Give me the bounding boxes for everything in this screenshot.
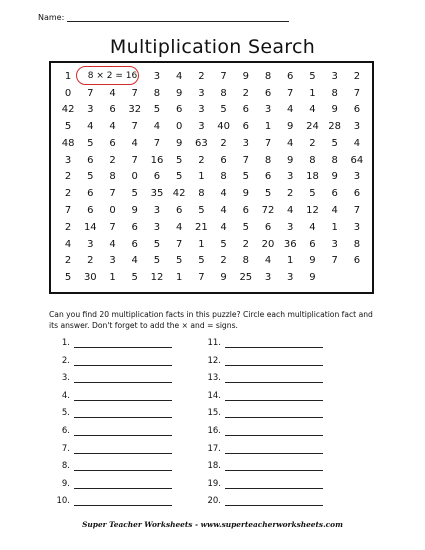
answer-blank[interactable]	[74, 408, 172, 418]
grid-cell[interactable]: 5	[242, 221, 249, 233]
grid-cell[interactable]: 0	[64, 87, 72, 99]
grid-cell[interactable]: 3	[353, 171, 361, 183]
grid-cell[interactable]: 5	[220, 104, 227, 116]
grid-cell[interactable]: 5	[198, 255, 205, 267]
grid-cell[interactable]: 20	[261, 238, 275, 250]
grid-cell[interactable]: 7	[220, 70, 227, 82]
grid-cell[interactable]: 5	[64, 272, 72, 284]
answer-blank[interactable]	[74, 496, 172, 506]
answer-line[interactable]	[201, 477, 323, 489]
grid-cell[interactable]: 1	[64, 70, 72, 82]
page-title: Multiplication Search	[109, 36, 316, 58]
grid-cell[interactable]: 3	[153, 70, 161, 82]
answer-number: 13.	[207, 373, 221, 384]
answer-line[interactable]	[50, 477, 172, 489]
grid-cell[interactable]: 6	[287, 70, 294, 82]
answer-number: 6.	[61, 426, 70, 436]
grid-cell[interactable]: 2	[64, 171, 72, 183]
answer-line[interactable]	[50, 459, 172, 471]
grid-cell[interactable]: 30	[83, 272, 97, 284]
grid-cell[interactable]: 9	[175, 137, 183, 149]
grid-cell[interactable]: 8	[309, 154, 316, 166]
grid-cell[interactable]: 2	[109, 154, 116, 166]
grid-cell[interactable]: 2	[309, 137, 316, 149]
grid-cell[interactable]: 9	[287, 154, 294, 166]
grid-cell[interactable]: 2	[242, 87, 249, 99]
grid-cell[interactable]: 2	[64, 188, 72, 200]
grid-cell[interactable]: 64	[350, 154, 364, 166]
grid-cell[interactable]: 9	[309, 272, 316, 284]
grid-cell[interactable]: 4	[109, 121, 116, 133]
answer-blank[interactable]	[225, 338, 323, 348]
grid-cell[interactable]: 6	[264, 87, 272, 99]
grid-cell[interactable]: 6	[87, 188, 94, 200]
grid-cell[interactable]: 2	[198, 154, 205, 166]
grid-cell[interactable]: 3	[331, 238, 338, 250]
grid-cell[interactable]: 4	[175, 221, 183, 233]
grid-cell[interactable]: 8	[220, 87, 227, 99]
grid-cell[interactable]: 6	[242, 205, 249, 217]
grid-cell[interactable]: 7	[131, 154, 138, 166]
grid-cell[interactable]: 3	[87, 104, 94, 116]
answer-number: 9.	[61, 478, 70, 489]
grid-cell[interactable]: 7	[264, 137, 272, 149]
answer-blank[interactable]	[225, 496, 323, 506]
grid-cell[interactable]: 8	[220, 171, 227, 183]
grid-cell[interactable]: 4	[131, 137, 138, 149]
answer-line[interactable]	[201, 424, 323, 436]
grid-cell[interactable]: 1	[109, 272, 116, 284]
answer-blank[interactable]	[74, 426, 172, 436]
answer-number: 7.	[61, 443, 70, 454]
answer-number: 19.	[207, 478, 221, 489]
grid-cell[interactable]: 2	[64, 221, 72, 233]
grid-cell[interactable]: 36	[283, 238, 297, 250]
grid-cell[interactable]: 7	[331, 255, 338, 267]
grid-cell[interactable]: 7	[175, 238, 183, 250]
grid-cell[interactable]: 3	[153, 221, 161, 233]
grid-cell[interactable]: 40	[217, 121, 230, 133]
grid-cell[interactable]: 4	[309, 104, 316, 116]
answer-line[interactable]	[201, 406, 323, 418]
grid-cell[interactable]: 3	[109, 255, 116, 267]
grid-cell[interactable]: 7	[131, 121, 138, 133]
answer-number: 18.	[207, 461, 221, 472]
instructions: Can you find 20 multiplication facts in this puzzle? Circle each multiplication fact and its answer. Don't forget to add the × and = signs.	[49, 310, 373, 330]
grid-cell[interactable]: 0	[175, 121, 183, 133]
grid-cell[interactable]: 6	[353, 255, 361, 267]
grid-cell[interactable]: 4	[64, 238, 72, 250]
grid-cell[interactable]: 5	[87, 137, 94, 149]
grid-cell[interactable]: 4	[220, 221, 227, 233]
grid-cell[interactable]: 2	[87, 255, 94, 267]
answer-line[interactable]	[50, 389, 172, 401]
grid-cell[interactable]: 5	[220, 238, 227, 250]
grid-cell[interactable]: 2	[287, 188, 294, 200]
grid-cell[interactable]: 2	[64, 255, 72, 267]
grid-cell[interactable]: 9	[287, 121, 294, 133]
grid-cell[interactable]: 25	[239, 272, 253, 284]
grid-cell[interactable]: 7	[287, 87, 294, 99]
grid-cell[interactable]: 4	[353, 137, 361, 149]
answer-number: 1.	[61, 338, 70, 348]
grid-cell[interactable]: 8	[198, 188, 205, 200]
grid-cell[interactable]: 8	[331, 154, 338, 166]
grid-cell[interactable]: 3	[287, 171, 294, 183]
answer-number: 4.	[61, 390, 70, 401]
grid-cell[interactable]: 8	[353, 238, 361, 250]
answer-line[interactable]	[50, 354, 172, 366]
grid-cell[interactable]: 72	[261, 205, 275, 217]
word-search-grid	[49, 61, 374, 294]
answer-line[interactable]	[50, 406, 172, 418]
grid-cell[interactable]: 0	[109, 205, 116, 217]
grid-cell[interactable]: 4	[287, 205, 294, 217]
grid-cell[interactable]: 9	[242, 188, 249, 200]
grid-cell[interactable]: 7	[198, 272, 205, 284]
grid-cell[interactable]: 4	[287, 137, 294, 149]
answer-number: 5.	[61, 408, 70, 419]
grid-cell[interactable]: 24	[306, 121, 319, 133]
grid-cell[interactable]: 0	[131, 171, 138, 183]
grid-cell[interactable]: 7	[87, 87, 94, 99]
grid-cell[interactable]: 8	[153, 87, 161, 99]
grid-cell[interactable]: 1	[264, 121, 272, 133]
grid-cell[interactable]: 6	[109, 137, 116, 149]
grid-cell[interactable]: 14	[83, 221, 97, 233]
grid-cell[interactable]: 8	[264, 70, 272, 82]
grid-cell[interactable]: 2	[198, 70, 205, 82]
grid-cell[interactable]: 4	[175, 70, 183, 82]
grid-cell[interactable]: 9	[331, 104, 338, 116]
grid-cell[interactable]: 6	[87, 154, 94, 166]
grid-cell[interactable]: 2	[220, 255, 227, 267]
answer-number: 16.	[207, 426, 221, 436]
answer-blank[interactable]	[74, 373, 172, 383]
grid-cell[interactable]: 6	[87, 205, 94, 217]
grid-cell[interactable]: 48	[61, 137, 75, 149]
grid-cell[interactable]: 3	[153, 205, 161, 217]
grid-cell[interactable]: 7	[109, 221, 116, 233]
footer-credit: Super Teacher Worksheets - www.superteacherworksheets.com	[82, 520, 343, 529]
grid-cell[interactable]: 4	[220, 188, 227, 200]
grid-cell[interactable]: 4	[153, 121, 161, 133]
grid-cell[interactable]: 5	[64, 121, 72, 133]
answer-blank[interactable]	[225, 391, 323, 401]
grid-cell[interactable]: 5	[153, 255, 161, 267]
grid-cell[interactable]: 4	[87, 121, 94, 133]
grid-cell[interactable]: 5	[153, 104, 161, 116]
grid-cell[interactable]: 4	[109, 87, 116, 99]
answer-number: 11.	[207, 338, 221, 348]
grid-cell[interactable]: 6	[264, 171, 272, 183]
name-label: Name:	[38, 13, 65, 22]
grid-cell[interactable]: 5	[175, 255, 183, 267]
grid-cell[interactable]: 9	[175, 87, 183, 99]
grid-cell[interactable]: 5	[175, 171, 183, 183]
name-blank-line[interactable]	[67, 13, 289, 22]
grid-cell[interactable]: 3	[198, 121, 205, 133]
answer-blank[interactable]	[225, 479, 323, 489]
grid-cell[interactable]: 5	[264, 188, 272, 200]
grid-cell[interactable]: 1	[287, 255, 294, 267]
grid-cell[interactable]: 4	[331, 205, 338, 217]
answer-blank[interactable]	[225, 461, 323, 471]
answer-number: 17.	[207, 443, 221, 454]
grid-cell[interactable]: 35	[150, 188, 164, 200]
grid-cell[interactable]: 3	[87, 238, 94, 250]
grid-cell[interactable]: 5	[87, 171, 94, 183]
grid-cell[interactable]: 4	[287, 104, 294, 116]
grid-cell[interactable]: 9	[220, 272, 227, 284]
answer-blank[interactable]	[74, 338, 172, 348]
grid-cell[interactable]: 1	[309, 87, 316, 99]
grid-cell[interactable]: 6	[131, 238, 138, 250]
grid-cell[interactable]: 7	[153, 137, 161, 149]
grid-cell[interactable]: 2	[220, 137, 227, 149]
grid-cell[interactable]: 6	[109, 104, 116, 116]
answer-blank[interactable]	[74, 391, 172, 401]
grid-cell[interactable]: 6	[153, 171, 161, 183]
grid-cell[interactable]: 6	[309, 238, 316, 250]
grid-cell[interactable]: 7	[109, 188, 116, 200]
grid-cell[interactable]: 5	[131, 272, 138, 284]
grid-cell[interactable]: 1	[331, 221, 338, 233]
grid-cell[interactable]: 8	[242, 255, 249, 267]
grid-cell[interactable]: 18	[306, 171, 319, 183]
answer-number: 2.	[61, 355, 70, 366]
answer-blank[interactable]	[225, 444, 323, 454]
answer-line[interactable]	[50, 442, 172, 454]
grid-cell[interactable]: 12	[150, 272, 164, 284]
answer-line[interactable]	[201, 459, 323, 471]
grid-cell[interactable]: 42	[61, 104, 75, 116]
answer-number: 3.	[61, 373, 70, 384]
answer-blank[interactable]	[74, 444, 172, 454]
grid-cell[interactable]: 3	[64, 154, 72, 166]
grid-cell[interactable]: 7	[353, 205, 361, 217]
grid-cell[interactable]: 12	[306, 205, 319, 217]
grid-cell[interactable]: 7	[242, 154, 249, 166]
grid-cell[interactable]: 5	[309, 70, 316, 82]
grid-cell[interactable]: 6	[331, 188, 338, 200]
grid-cell[interactable]: 3	[353, 121, 361, 133]
answer-blank[interactable]	[74, 356, 172, 366]
grid-cell[interactable]: 5	[309, 188, 316, 200]
answer-blank[interactable]	[225, 356, 323, 366]
grid-cells	[57, 68, 368, 286]
grid-cell[interactable]: 3	[198, 87, 205, 99]
grid-cell[interactable]: 9	[331, 171, 338, 183]
grid-cell[interactable]: 4	[309, 221, 316, 233]
answer-line[interactable]	[201, 336, 323, 348]
grid-cell[interactable]: 4	[131, 255, 138, 267]
grid-cell[interactable]: 1	[198, 171, 205, 183]
answer-line[interactable]	[50, 424, 172, 436]
grid-cell[interactable]: 7	[64, 205, 72, 217]
answer-line[interactable]	[201, 494, 323, 506]
answer-number: 8.	[61, 461, 70, 472]
answer-line[interactable]	[50, 336, 172, 348]
grid-cell[interactable]: 2	[353, 70, 361, 82]
answer-blank[interactable]	[225, 408, 323, 418]
grid-cell[interactable]: 9	[242, 70, 249, 82]
grid-cell[interactable]: 1	[198, 238, 205, 250]
grid-cell[interactable]: 6	[175, 104, 183, 116]
answer-number: 14.	[207, 390, 221, 401]
answer-blank[interactable]	[225, 373, 323, 383]
grid-cell[interactable]: 5	[198, 205, 205, 217]
grid-cell[interactable]: 3	[287, 221, 294, 233]
answer-number: 15.	[207, 408, 221, 419]
grid-cell[interactable]: 32	[128, 104, 142, 116]
grid-cell[interactable]: 6	[353, 104, 361, 116]
answer-number: 12.	[207, 355, 221, 366]
grid-cell[interactable]: 6	[242, 121, 249, 133]
grid-cell[interactable]: 8	[109, 171, 116, 183]
grid-cell[interactable]: 7	[353, 87, 361, 99]
grid-cell[interactable]: 6	[264, 221, 272, 233]
grid-cell[interactable]: 3	[353, 221, 361, 233]
grid-cell[interactable]: 4	[220, 205, 227, 217]
answer-number: 20.	[207, 496, 221, 507]
grid-cell[interactable]: 16	[150, 154, 164, 166]
grid-cell[interactable]: 42	[172, 188, 186, 200]
grid-cell[interactable]: 6	[353, 188, 361, 200]
grid-cell[interactable]: 8	[264, 154, 272, 166]
grid-cell[interactable]: 4	[109, 238, 116, 250]
answer-line[interactable]	[201, 354, 323, 366]
grid-cell[interactable]: 3	[242, 137, 249, 149]
answer-line[interactable]	[201, 371, 323, 383]
grid-cell[interactable]: 5	[175, 154, 183, 166]
grid-cell[interactable]: 7	[131, 87, 138, 99]
grid-cell[interactable]: 9	[309, 255, 316, 267]
name-field[interactable]	[38, 13, 289, 22]
grid-cell[interactable]: 2	[242, 238, 249, 250]
grid-cell[interactable]: 3	[264, 104, 272, 116]
grid-cell[interactable]: 21	[195, 221, 208, 233]
grid-cell[interactable]: 6	[175, 205, 183, 217]
grid-cell[interactable]: 6	[131, 221, 138, 233]
grid-cell[interactable]: 4	[264, 255, 272, 267]
grid-cell[interactable]: 6	[242, 104, 249, 116]
grid-cell[interactable]: 8 × 2 = 16	[87, 71, 138, 82]
answer-blank[interactable]	[74, 479, 172, 489]
answer-line[interactable]	[201, 389, 323, 401]
answer-blank[interactable]	[74, 461, 172, 471]
grid-cell[interactable]: 3	[198, 104, 205, 116]
grid-cell[interactable]: 5	[242, 171, 249, 183]
answer-line[interactable]	[201, 442, 323, 454]
grid-cell[interactable]: 6	[220, 154, 227, 166]
grid-cell[interactable]: 5	[153, 238, 161, 250]
grid-cell[interactable]: 63	[195, 137, 208, 149]
answer-number: 10.	[56, 496, 70, 507]
grid-cell[interactable]: 8	[331, 87, 338, 99]
grid-cell[interactable]: 3	[331, 70, 338, 82]
grid-cell[interactable]: 5	[331, 137, 338, 149]
grid-cell[interactable]: 5	[131, 188, 138, 200]
grid-cell[interactable]: 9	[131, 205, 138, 217]
answer-line[interactable]	[50, 371, 172, 383]
grid-cell[interactable]: 28	[328, 121, 342, 133]
grid-cell[interactable]: 3	[287, 272, 294, 284]
grid-cell[interactable]: 1	[175, 272, 183, 284]
grid-cell[interactable]: 3	[264, 272, 272, 284]
answer-line[interactable]	[50, 494, 172, 506]
answer-blank[interactable]	[225, 426, 323, 436]
